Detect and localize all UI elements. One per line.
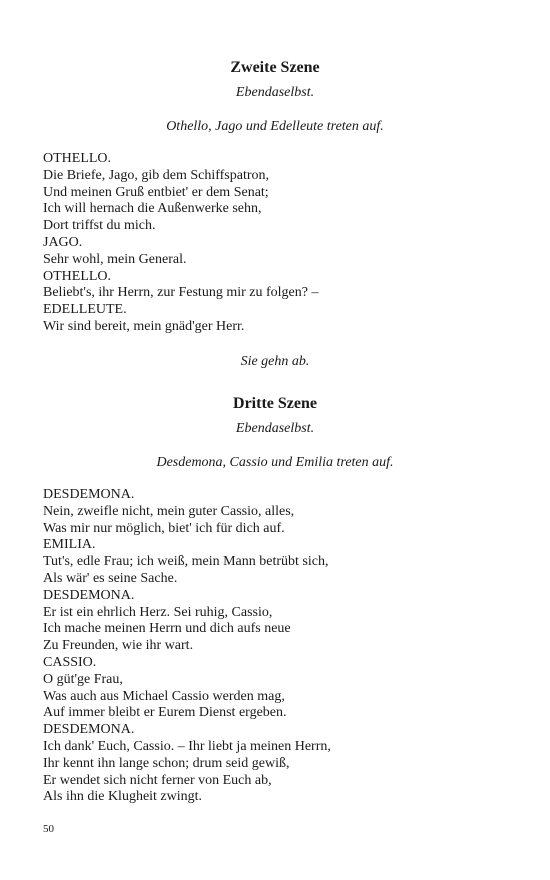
text-line: Wir sind bereit, mein gnäd'ger Herr. [43, 318, 245, 334]
text-line: DESDEMONA. [43, 722, 135, 738]
scene2-exit-direction: Sie gehn ab. [240, 354, 310, 369]
text-line: EDELLEUTE. [43, 302, 127, 318]
text-line: Sehr wohl, mein General. [43, 251, 187, 267]
scene2-place: Ebendaselbst. [235, 85, 315, 100]
text-line: Auf immer bleibt er Eurem Dienst ergeben. [43, 705, 287, 721]
text-line: Was mir nur möglich, biet' ich für dich auf. [43, 520, 285, 536]
text-line: Dort triffst du mich. [43, 218, 156, 234]
text-line: Als ihn die Klugheit zwingt. [43, 789, 203, 805]
text-line: OTHELLO. [43, 268, 112, 284]
text-line: DESDEMONA. [43, 487, 135, 502]
scene3-dialogue [43, 487, 523, 806]
text-line: Er wendet sich nicht ferner von Euch ab, [43, 772, 272, 788]
scene2-entry-direction: Othello, Jago und Edelleute treten auf. [166, 119, 384, 134]
text-line: Ihr kennt ihn lange schon; drum seid gewiß, [43, 755, 290, 771]
text-line: Beliebt's, ihr Herrn, zur Festung mir zu folgen? – [43, 285, 319, 301]
text-line: Als wär' es seine Sache. [43, 570, 178, 586]
text-line: Die Briefe, Jago, gib dem Schiffspatron, [43, 167, 270, 183]
text-line: CASSIO. [43, 654, 97, 670]
text-line: Er ist ein ehrlich Herz. Sei ruhig, Cassio, [43, 604, 273, 620]
text-line: O güt'ge Frau, [43, 671, 123, 687]
text-line: Ich dank' Euch, Cassio. – Ihr liebt ja meinen Herrn, [43, 738, 331, 754]
text-line: Und meinen Gruß entbiet' er dem Senat; [43, 184, 269, 200]
scene2-dialogue [43, 151, 523, 336]
text-line: JAGO. [43, 234, 83, 250]
text-line: Zu Freunden, wie ihr wart. [43, 638, 194, 654]
page-number: 50 [43, 823, 54, 835]
text-line: EMILIA. [43, 537, 96, 553]
text-line: OTHELLO. [43, 151, 112, 166]
text-line: Nein, zweifle nicht, mein guter Cassio, alles, [43, 503, 295, 519]
text-line: DESDEMONA. [43, 587, 135, 603]
text-line: Was auch aus Michael Cassio werden mag, [43, 688, 285, 704]
scene2-title: Zweite Szene [230, 59, 320, 76]
scene3-place: Ebendaselbst. [235, 421, 315, 436]
text-line: Tut's, edle Frau; ich weiß, mein Mann betrübt sich, [43, 554, 329, 570]
scene3-title: Dritte Szene [233, 395, 317, 412]
text-line: Ich will hernach die Außenwerke sehn, [43, 201, 262, 217]
text-line: Ich mache meinen Herrn und dich aufs neue [43, 621, 291, 637]
scene3-entry-direction: Desdemona, Cassio und Emilia treten auf. [156, 455, 394, 470]
